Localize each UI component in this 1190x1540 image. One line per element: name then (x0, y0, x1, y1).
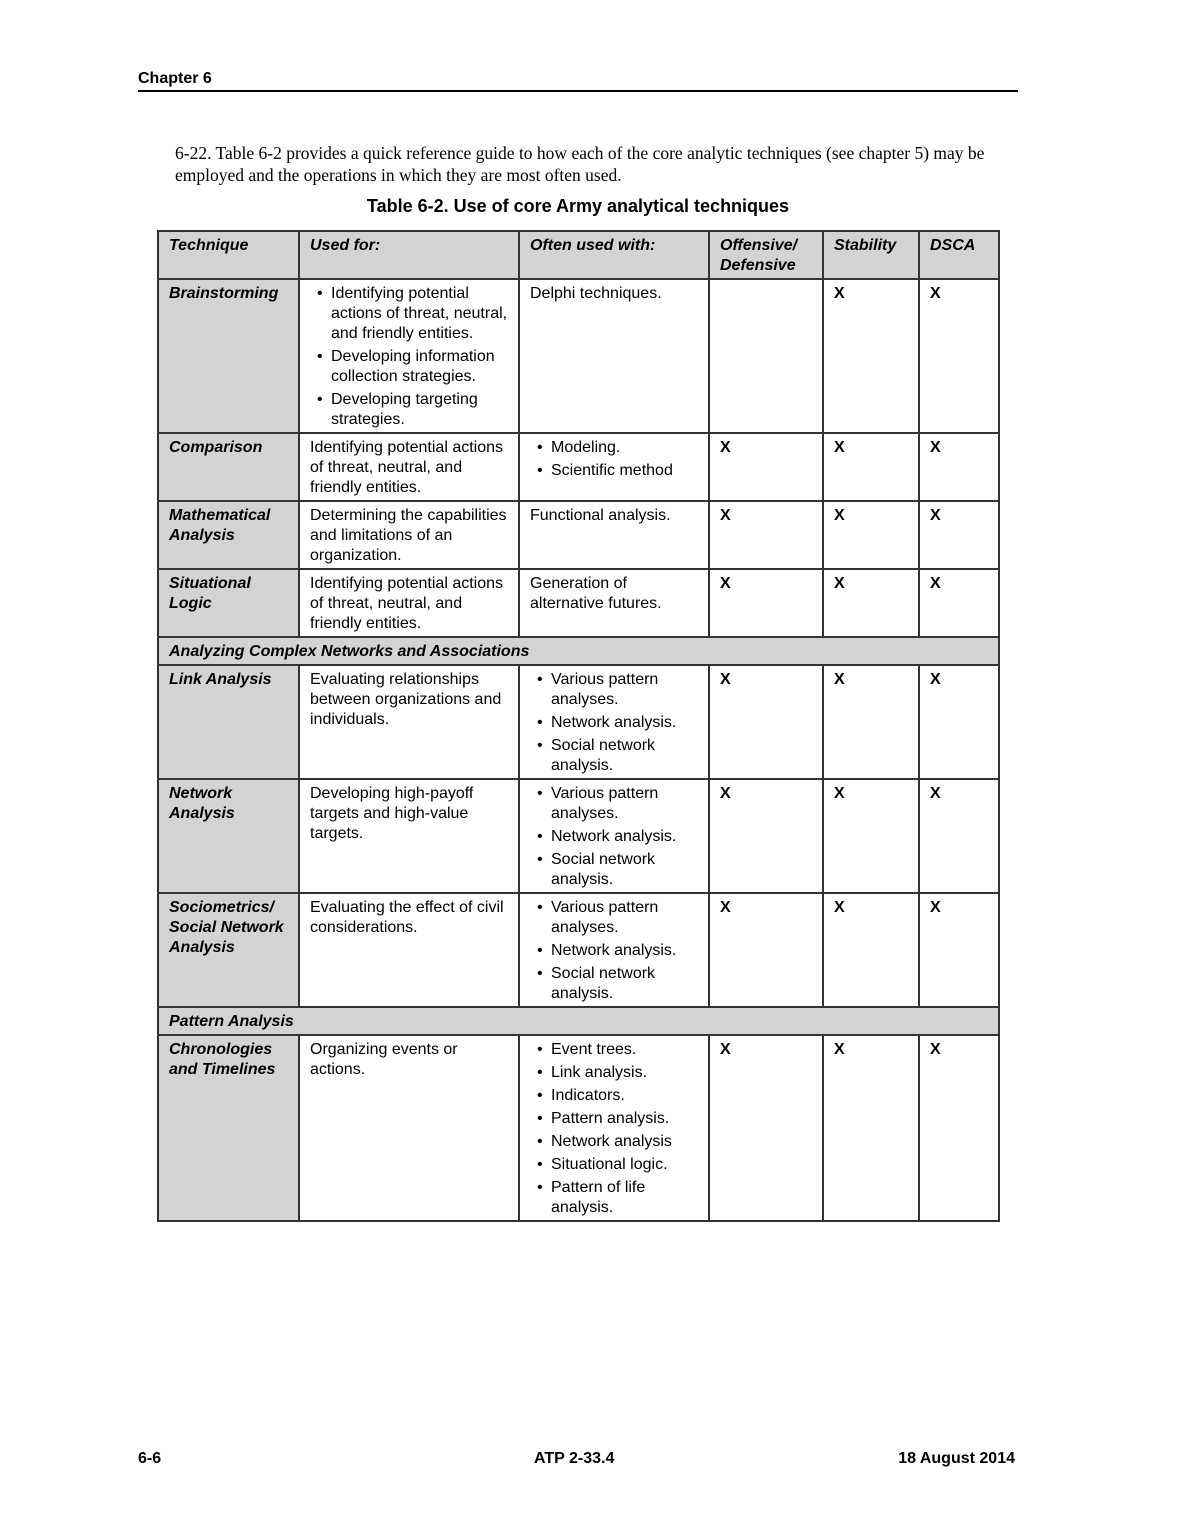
bullet-item: • Social network analysis. (530, 850, 698, 890)
used-for-cell (299, 1035, 519, 1221)
often-used-with-cell (519, 1035, 709, 1221)
bullet-item: • Social network analysis. (530, 964, 698, 1004)
often-used-with-cell (519, 893, 709, 1007)
used-for: Identifying potential actions of threat, neutral, and friendly entities. (310, 575, 504, 632)
used-for-cell (299, 893, 519, 1007)
bullet-item: • Pattern analysis. (530, 1109, 698, 1129)
technique-cell: Network Analysis (158, 779, 299, 893)
table-header-row (158, 231, 999, 279)
technique-cell: Situational Logic (158, 569, 299, 637)
bullet-item: • Network analysis. (530, 827, 698, 847)
bullet-item: • Network analysis (530, 1132, 698, 1152)
section-heading: Analyzing Complex Networks and Associations (158, 637, 999, 665)
technique-cell: Brainstorming (158, 279, 299, 433)
table-row (158, 501, 999, 569)
intro-paragraph: 6-22. Table 6-2 provides a quick reference guide to how each of the core analytic techniques (see chapter 5) may be employed and the operations in which they are most often used. (175, 143, 985, 185)
column-header-offensive-defensive: Offensive/ Defensive (709, 231, 823, 279)
column-header-used-for: Used for: (299, 231, 519, 279)
stability-mark: X (823, 893, 919, 1007)
dsca-mark: X (919, 1035, 999, 1221)
bullet-item: • Social network analysis. (530, 736, 698, 776)
used-for-cell (299, 279, 519, 433)
footer-page-number: 6-6 (138, 1450, 162, 1467)
bullet-item: • Various pattern analyses. (530, 898, 698, 938)
column-header-stability: Stability (823, 231, 919, 279)
used-for: Evaluating relationships between organizations and individuals. (310, 671, 502, 728)
used-for: Evaluating the effect of civil considerations. (310, 899, 504, 936)
bullet-item: • Modeling. (530, 438, 698, 458)
offensive-defensive-mark: X (709, 501, 823, 569)
often-used-with-list (530, 1040, 698, 1218)
used-for-cell (299, 569, 519, 637)
running-head-chapter: Chapter 6 (138, 70, 1018, 92)
offensive-defensive-mark: X (709, 433, 823, 501)
section-heading: Pattern Analysis (158, 1007, 999, 1035)
offensive-defensive-mark: X (709, 1035, 823, 1221)
often-used-with-cell (519, 501, 709, 569)
offensive-defensive-mark: X (709, 665, 823, 779)
bullet-item: • Developing targeting strategies. (310, 390, 508, 430)
offensive-defensive-mark (709, 279, 823, 433)
table-row (158, 665, 999, 779)
used-for: Determining the capabilities and limitations of an organization. (310, 507, 507, 564)
technique-cell: Mathematical Analysis (158, 501, 299, 569)
footer-date: 18 August 2014 (898, 1450, 1015, 1467)
often-used-with-cell (519, 569, 709, 637)
often-used-with-cell (519, 279, 709, 433)
column-header-dsca: DSCA (919, 231, 999, 279)
table-row (158, 1035, 999, 1221)
section-heading-row (158, 1007, 999, 1035)
stability-mark: X (823, 569, 919, 637)
bullet-item: • Situational logic. (530, 1155, 698, 1175)
often-used-with-list (530, 438, 698, 481)
used-for: Developing high-payoff targets and high-value targets. (310, 785, 474, 842)
column-header-technique: Technique (158, 231, 299, 279)
section-heading-row (158, 637, 999, 665)
often-used-with-cell (519, 779, 709, 893)
often-used-with: Delphi techniques. (530, 285, 662, 302)
dsca-mark: X (919, 779, 999, 893)
used-for-cell (299, 433, 519, 501)
often-used-with: Functional analysis. (530, 507, 671, 524)
bullet-item: • Pattern of life analysis. (530, 1178, 698, 1218)
dsca-mark: X (919, 433, 999, 501)
used-for-list (310, 284, 508, 430)
offensive-defensive-mark: X (709, 779, 823, 893)
stability-mark: X (823, 1035, 919, 1221)
stability-mark: X (823, 665, 919, 779)
technique-cell: Comparison (158, 433, 299, 501)
bullet-item: • Various pattern analyses. (530, 784, 698, 824)
stability-mark: X (823, 433, 919, 501)
stability-mark: X (823, 779, 919, 893)
bullet-item: • Indicators. (530, 1086, 698, 1106)
dsca-mark: X (919, 501, 999, 569)
often-used-with-cell (519, 433, 709, 501)
bullet-item: • Event trees. (530, 1040, 698, 1060)
offensive-defensive-mark: X (709, 569, 823, 637)
dsca-mark: X (919, 569, 999, 637)
stability-mark: X (823, 501, 919, 569)
dsca-mark: X (919, 665, 999, 779)
table-title: Table 6-2. Use of core Army analytical techniques (366, 196, 790, 216)
often-used-with-list (530, 898, 698, 1004)
analytic-techniques-table (157, 230, 1000, 1222)
used-for-cell (299, 501, 519, 569)
often-used-with-cell (519, 665, 709, 779)
table-row (158, 433, 999, 501)
dsca-mark: X (919, 893, 999, 1007)
footer-document-id: ATP 2-33.4 (534, 1450, 615, 1467)
stability-mark: X (823, 279, 919, 433)
table-row (158, 779, 999, 893)
bullet-item: • Network analysis. (530, 713, 698, 733)
technique-cell: Chronologies and Timelines (158, 1035, 299, 1221)
offensive-defensive-mark: X (709, 893, 823, 1007)
used-for: Identifying potential actions of threat, neutral, and friendly entities. (310, 439, 504, 496)
bullet-item: • Network analysis. (530, 941, 698, 961)
table-body (158, 279, 999, 1221)
table-row (158, 893, 999, 1007)
table-row (158, 569, 999, 637)
table-row (158, 279, 999, 433)
bullet-item: • Various pattern analyses. (530, 670, 698, 710)
used-for-cell (299, 779, 519, 893)
often-used-with: Generation of alternative futures. (530, 575, 662, 612)
often-used-with-list (530, 784, 698, 890)
technique-cell: Link Analysis (158, 665, 299, 779)
technique-cell: Sociometrics/ Social Network Analysis (158, 893, 299, 1007)
bullet-item: • Scientific method (530, 461, 698, 481)
bullet-item: • Link analysis. (530, 1063, 698, 1083)
column-header-often-used-with: Often used with: (519, 231, 709, 279)
dsca-mark: X (919, 279, 999, 433)
bullet-item: • Identifying potential actions of threat, neutral, and friendly entities. (310, 284, 508, 344)
used-for-cell (299, 665, 519, 779)
often-used-with-list (530, 670, 698, 776)
used-for: Organizing events or actions. (310, 1041, 458, 1078)
bullet-item: • Developing information collection strategies. (310, 347, 508, 387)
